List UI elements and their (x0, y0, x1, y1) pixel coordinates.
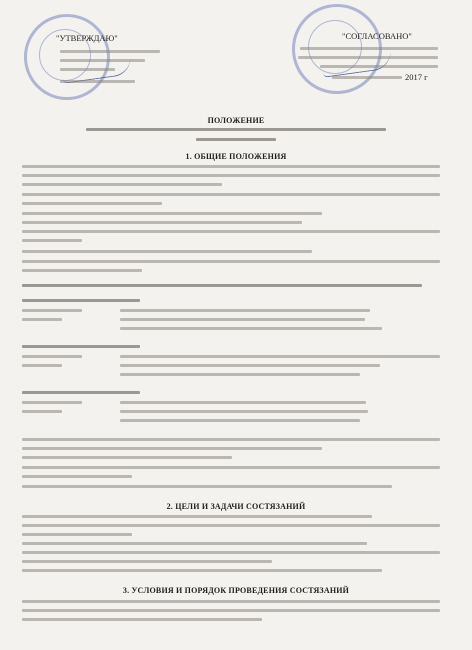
text-line (86, 128, 386, 131)
text-line (22, 183, 222, 186)
text-line (22, 212, 322, 215)
text-line (120, 327, 382, 330)
text-line (22, 193, 440, 196)
text-line (120, 309, 370, 312)
text-line (22, 524, 440, 527)
text-line (22, 609, 440, 612)
text-line (120, 419, 360, 422)
text-line (22, 309, 82, 312)
text-line (22, 401, 82, 404)
text-line (332, 76, 402, 79)
text-line (320, 65, 438, 68)
text-line (60, 68, 115, 71)
text-line (120, 318, 365, 321)
text-line (22, 485, 392, 488)
text-line (22, 438, 440, 441)
text-line (22, 456, 232, 459)
text-line (22, 447, 322, 450)
text-line (22, 600, 440, 603)
text-line (22, 364, 62, 367)
text-line (22, 221, 302, 224)
text-line (60, 80, 135, 83)
approval-title: "УТВЕРЖДАЮ" (56, 33, 118, 43)
text-line (22, 515, 372, 518)
text-line (22, 284, 422, 287)
text-line (22, 533, 132, 536)
text-line (22, 475, 132, 478)
text-line (22, 239, 82, 242)
text-line (22, 551, 440, 554)
text-line (22, 299, 140, 302)
text-line (22, 391, 140, 394)
approval-title: "СОГЛАСОВАНО" (342, 31, 412, 41)
text-line (22, 560, 272, 563)
text-line (22, 542, 367, 545)
text-line (60, 50, 160, 53)
text-line (22, 618, 262, 621)
text-line (22, 269, 142, 272)
text-line (22, 230, 440, 233)
text-line (22, 174, 440, 177)
document-title: ПОЛОЖЕНИЕ (207, 116, 265, 125)
text-line (22, 165, 440, 168)
section-heading: 3. УСЛОВИЯ И ПОРЯДОК ПРОВЕДЕНИЯ СОСТЯЗАНИЙ (122, 586, 350, 595)
text-line (120, 355, 440, 358)
section-heading: 1. ОБЩИЕ ПОЛОЖЕНИЯ (185, 152, 287, 161)
text-line (22, 410, 62, 413)
text-line (120, 401, 366, 404)
text-line (22, 569, 382, 572)
text-line (22, 318, 62, 321)
text-line (120, 373, 360, 376)
text-line (60, 59, 145, 62)
text-line (22, 466, 440, 469)
text-line (22, 355, 82, 358)
section-heading: 2. ЦЕЛИ И ЗАДАЧИ СОСТЯЗАНИЙ (166, 502, 306, 511)
text-line (300, 47, 438, 50)
approval-year: 2017 г (405, 72, 428, 82)
text-line (298, 56, 438, 59)
text-line (120, 364, 380, 367)
text-line (22, 250, 312, 253)
text-line (196, 138, 276, 141)
text-line (22, 345, 140, 348)
organization-seal (24, 14, 110, 100)
text-line (22, 202, 162, 205)
text-line (120, 410, 368, 413)
text-line (22, 260, 440, 263)
